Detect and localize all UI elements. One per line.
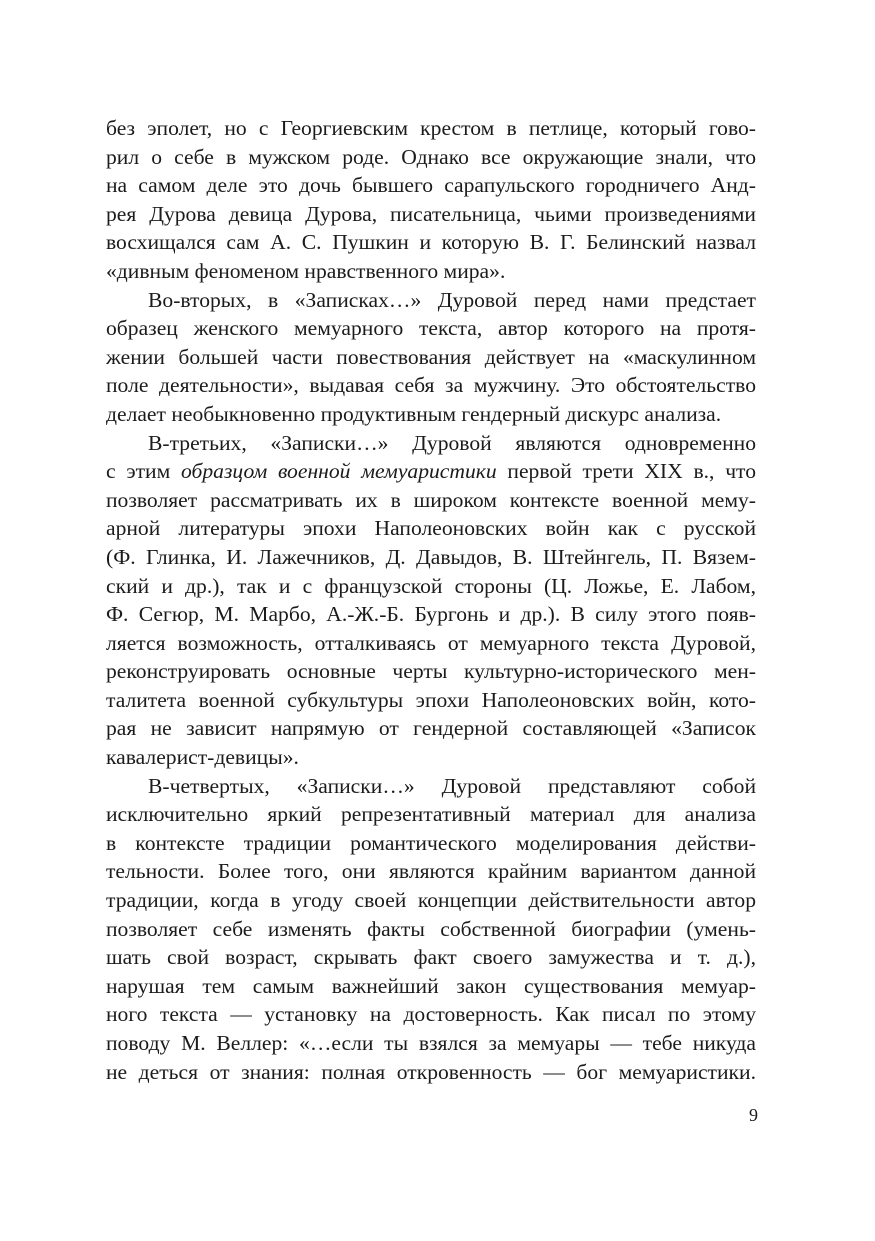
text-line: в контексте традиции романтического моделирования действи- xyxy=(106,830,756,855)
italic-phrase: образцом военной мемуаристики xyxy=(181,459,497,484)
text-run: с этим xyxy=(106,459,182,484)
text-line: нарушая тем самым важнейший закон существования мемуар- xyxy=(106,973,756,998)
text-line: поле деятельности», выдавая себя за мужчину. Это обстоятельство xyxy=(106,373,756,398)
text-line: исключительно яркий репрезентативный материал для анализа xyxy=(106,802,756,827)
text-line: жении большей части повествования действует на «маскулинном xyxy=(106,344,756,369)
text-line: поводу М. Веллер: «…если ты взялся за мемуары — тебе никуда xyxy=(106,1031,756,1055)
text-line: позволяет себе изменять факты собственной биографии (умень- xyxy=(106,916,756,941)
paragraph-first-line: Во-вторых, в «Записках…» Дуровой перед нами предстает xyxy=(148,287,756,312)
text-line: ляется возможность, отталкиваясь от мемуарного текста Дуровой, xyxy=(106,630,756,655)
paragraph-first-line: В-третьих, «Записки…» Дуровой являются одновременно xyxy=(148,430,756,455)
paragraph-first-line: В-четвертых, «Записки…» Дуровой представляют собой xyxy=(148,773,756,798)
text-line: «дивным феноменом нравственного мира». xyxy=(106,258,506,283)
text-line: рая не зависит напрямую от гендерной составляющей «Записок xyxy=(106,716,756,741)
text-line: на самом деле это дочь бывшего сарапульского городничего Анд- xyxy=(106,173,756,198)
text-line: традиции, когда в угоду своей концепции действительности автор xyxy=(106,888,756,913)
text-line: рея Дурова девица Дурова, писательница, чьими произведениями xyxy=(106,201,756,226)
text-line: делает необыкновенно продуктивным гендерный дискурс анализа. xyxy=(106,401,722,426)
text-line: образец женского мемуарного текста, автор которого на протя- xyxy=(106,316,756,341)
text-line: шать свой возраст, скрывать факт своего замужества и т. д.), xyxy=(106,945,756,970)
text-line-with-italic xyxy=(106,457,756,486)
text-line: ного текста — установку на достоверность. Как писал по этому xyxy=(106,1002,756,1027)
text-line: реконструировать основные черты культурно-исторического мен- xyxy=(106,659,756,684)
text-line: Ф. Сегюр, М. Марбо, А.-Ж.-Б. Бургонь и др.). В силу этого появ- xyxy=(106,602,756,627)
text-line: (Ф. Глинка, И. Лажечников, Д. Давыдов, В. Штейнгель, П. Вязем- xyxy=(106,544,756,569)
text-line: рил о себе в мужском роде. Однако все окружающие знали, что xyxy=(106,144,756,169)
text-run: первой трети XIX в., что xyxy=(496,459,757,484)
text-line: не деться от знания: полная откровенность — бог мемуаристики. xyxy=(106,1059,756,1084)
body-text xyxy=(106,114,756,1086)
text-line: талитета военной субкультуры эпохи Наполеоновских войн, кото- xyxy=(106,687,756,712)
text-line: арной литературы эпохи Наполеоновских войн как с русской xyxy=(106,516,756,541)
text-line: восхищался сам А. С. Пушкин и которую В. Г. Белинский назвал xyxy=(106,230,756,255)
text-line: без эполет, но с Георгиевским крестом в петлице, который гово- xyxy=(106,116,756,140)
text-line: тельности. Более того, они являются крайним вариантом данной xyxy=(106,859,756,884)
page-number: 9 xyxy=(749,1105,758,1125)
text-line: кавалерист-девицы». xyxy=(106,745,299,770)
text-line: ский и др.), так и с французской стороны (Ц. Ложье, Е. Лабом, xyxy=(106,573,756,598)
text-line: позволяет рассматривать их в широком контексте военной мему- xyxy=(106,487,756,512)
